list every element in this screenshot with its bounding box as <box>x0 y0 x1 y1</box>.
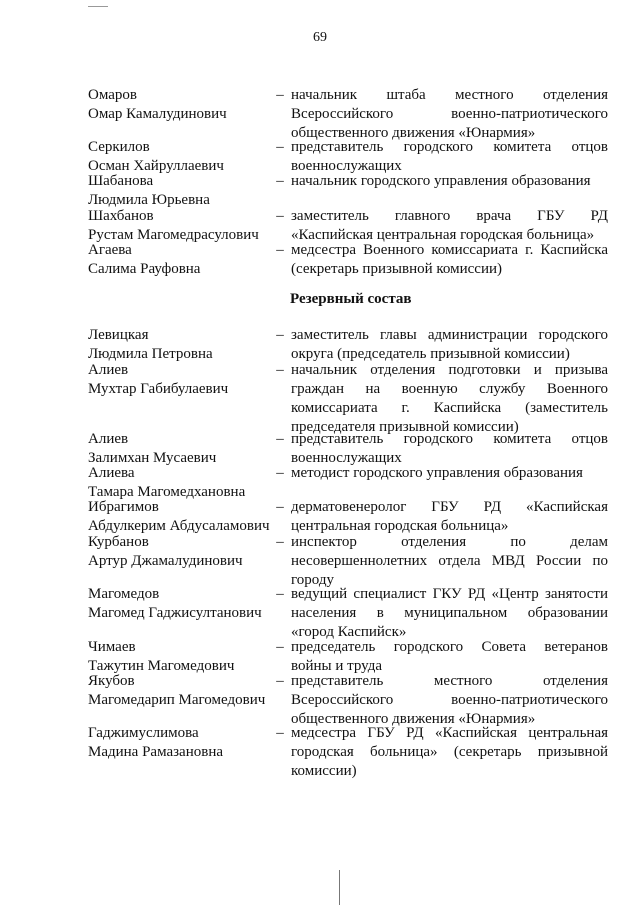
reserve-heading: Резервный состав <box>290 291 412 307</box>
member-role: медсестра ГБУ РД «Каспийская центральная городская больница» (секретарь призывной комиссии) <box>291 725 608 779</box>
member-role: представитель местного отделения Всероссийского военно-патриотического общественного движения «Юнармия» <box>291 673 608 727</box>
dash-separator: – <box>276 208 284 224</box>
dash-separator: – <box>276 725 284 741</box>
member-role: заместитель главы администрации городского округа (председатель призывной комиссии) <box>291 327 608 362</box>
member-name: Агаева Салима Рауфовна <box>88 242 201 277</box>
member-name: Омаров Омар Камалудинович <box>88 87 227 122</box>
member-name: Алиев Мухтар Габибулаевич <box>88 362 229 397</box>
dash-separator: – <box>276 173 284 189</box>
dash-separator: – <box>276 586 284 602</box>
member-role: начальник отделения подготовки и призыва граждан на военную службу Военного комиссариата г. Каспийска (заместитель председателя призывной комиссии) <box>291 362 608 435</box>
dash-separator: – <box>276 499 284 515</box>
member-role: методист городского управления образования <box>291 465 583 481</box>
dash-separator: – <box>276 465 284 481</box>
member-name: Алиева Тамара Магомедхановна <box>88 465 246 500</box>
dash-separator: – <box>276 431 284 447</box>
member-name: Ибрагимов Абдулкерим Абдусаламович <box>88 499 270 534</box>
member-role: начальник штаба местного отделения Всероссийского военно-патриотического общественного движения «Юнармия» <box>291 87 608 141</box>
member-name: Гаджимуслимова Мадина Рамазановна <box>88 725 224 760</box>
member-name: Шабанова Людмила Юрьевна <box>88 173 210 208</box>
dash-separator: – <box>276 534 284 550</box>
member-name: Шахбанов Рустам Магомедрасулович <box>88 208 259 243</box>
dash-separator: – <box>276 139 284 155</box>
dash-separator: – <box>276 639 284 655</box>
member-name: Магомедов Магомед Гаджисултанович <box>88 586 262 621</box>
member-role: инспектор отделения по делам несовершеннолетних отдела МВД России по городу <box>291 534 608 588</box>
member-role: дерматовенеролог ГБУ РД «Каспийская центральная городская больница» <box>291 499 608 534</box>
scan-artifact-top <box>88 6 108 7</box>
member-role: представитель городского комитета отцов военнослужащих <box>291 139 608 174</box>
member-role: медсестра Военного комиссариата г. Каспийска (секретарь призывной комиссии) <box>291 242 608 277</box>
member-name: Левицкая Людмила Петровна <box>88 327 213 362</box>
member-role: ведущий специалист ГКУ РД «Центр занятости населения в муниципальном образовании «город Каспийск» <box>291 586 608 640</box>
member-role: председатель городского Совета ветеранов войны и труда <box>291 639 608 674</box>
member-name: Алиев Залимхан Мусаевич <box>88 431 217 466</box>
page-number: 69 <box>313 30 327 45</box>
member-name: Чимаев Тажутин Магомедович <box>88 639 235 674</box>
member-name: Курбанов Артур Джамалудинович <box>88 534 243 569</box>
dash-separator: – <box>276 87 284 103</box>
member-role: начальник городского управления образования <box>291 173 591 189</box>
dash-separator: – <box>276 362 284 378</box>
member-name: Серкилов Осман Хайруллаевич <box>88 139 224 174</box>
dash-separator: – <box>276 327 284 343</box>
member-role: представитель городского комитета отцов военнослужащих <box>291 431 608 466</box>
dash-separator: – <box>276 242 284 258</box>
scan-artifact-bottom <box>339 870 340 905</box>
dash-separator: – <box>276 673 284 689</box>
member-role: заместитель главного врача ГБУ РД «Каспийская центральная городская больница» <box>291 208 608 243</box>
member-name: Якубов Магомедарип Магомедович <box>88 673 266 708</box>
